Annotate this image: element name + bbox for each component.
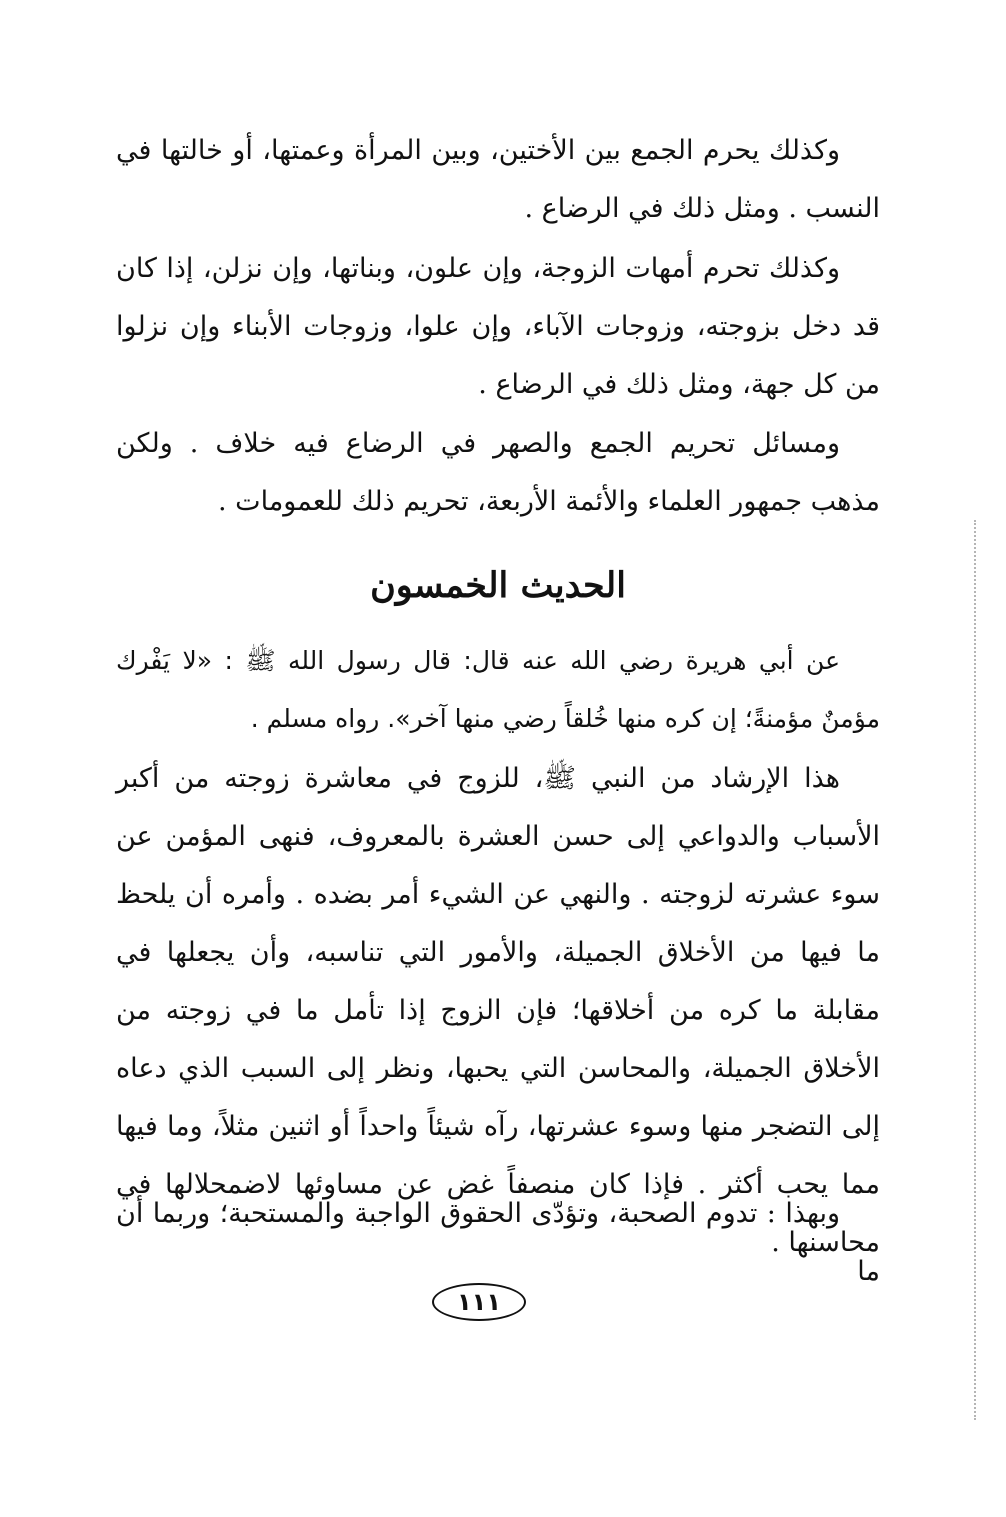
closing-paragraph [116, 1185, 880, 1301]
paragraph-text: وكذلك تحرم أمهات الزوجة، وإن علون، وبناتها، وإن نزلن، إذا كان قد دخل بزوجته، وزوجات الآباء، وإن علوا، وزوجات الأبناء وإن نزلوا من كل جهة، ومثل ذلك في الرضاع . [116, 253, 880, 400]
scan-edge-line [974, 520, 976, 1420]
hadith-text [116, 632, 880, 748]
section-heading: الحديث الخمسون [370, 565, 626, 606]
paragraph-text: وكذلك يحرم الجمع بين الأختين، وبين المرأة وعمتها، أو خالتها في النسب . ومثل ذلك في الرضاع . [116, 135, 880, 224]
page-number: ١١١ [432, 1283, 526, 1321]
paragraph-1 [116, 122, 880, 238]
paragraph-3 [116, 415, 880, 531]
paragraph-2 [116, 240, 880, 414]
paragraph-text: عن أبي هريرة رضي الله عنه قال: قال رسول الله ﷺ : «لا يَفْرك مؤمنٌ مؤمنةً؛ إن كره منها خُلقاً رضي منها آخر». رواه مسلم . [116, 646, 880, 733]
paragraph-text: وبهذا : تدوم الصحبة، وتؤدّى الحقوق الواجبة والمستحبة؛ وربما أن ما [116, 1198, 880, 1287]
paragraph-text: هذا الإرشاد من النبي ﷺ، للزوج في معاشرة زوجته من أكبر الأسباب والدواعي إلى حسن العشرة بالمعروف، فنهى المؤمن عن سوء عشرته لزوجته . والنهي عن الشيء أمر بضده . وأمره أن يلحظ ما فيها من الأخلاق الجميلة، والأمور التي تناسبه، وأن يجعلها في مقابلة ما كره من أخلاقها؛ فإن الزوج إذا تأمل ما في زوجته من الأخلاق الجميلة، والمحاسن التي يحبها، ونظر إلى السبب الذي دعاه إلى التضجر منها وسوء عشرتها، رآه شيئاً واحداً أو اثنين مثلاً، وما فيها مما يحب أكثر . فإذا كان منصفاً غض عن مساوئها لاضمحلالها في محاسنها . [116, 763, 880, 1258]
paragraph-text: ومسائل تحريم الجمع والصهر في الرضاع فيه خلاف . ولكن مذهب جمهور العلماء والأئمة الأربعة، تحريم ذلك للعمومات . [116, 428, 880, 517]
